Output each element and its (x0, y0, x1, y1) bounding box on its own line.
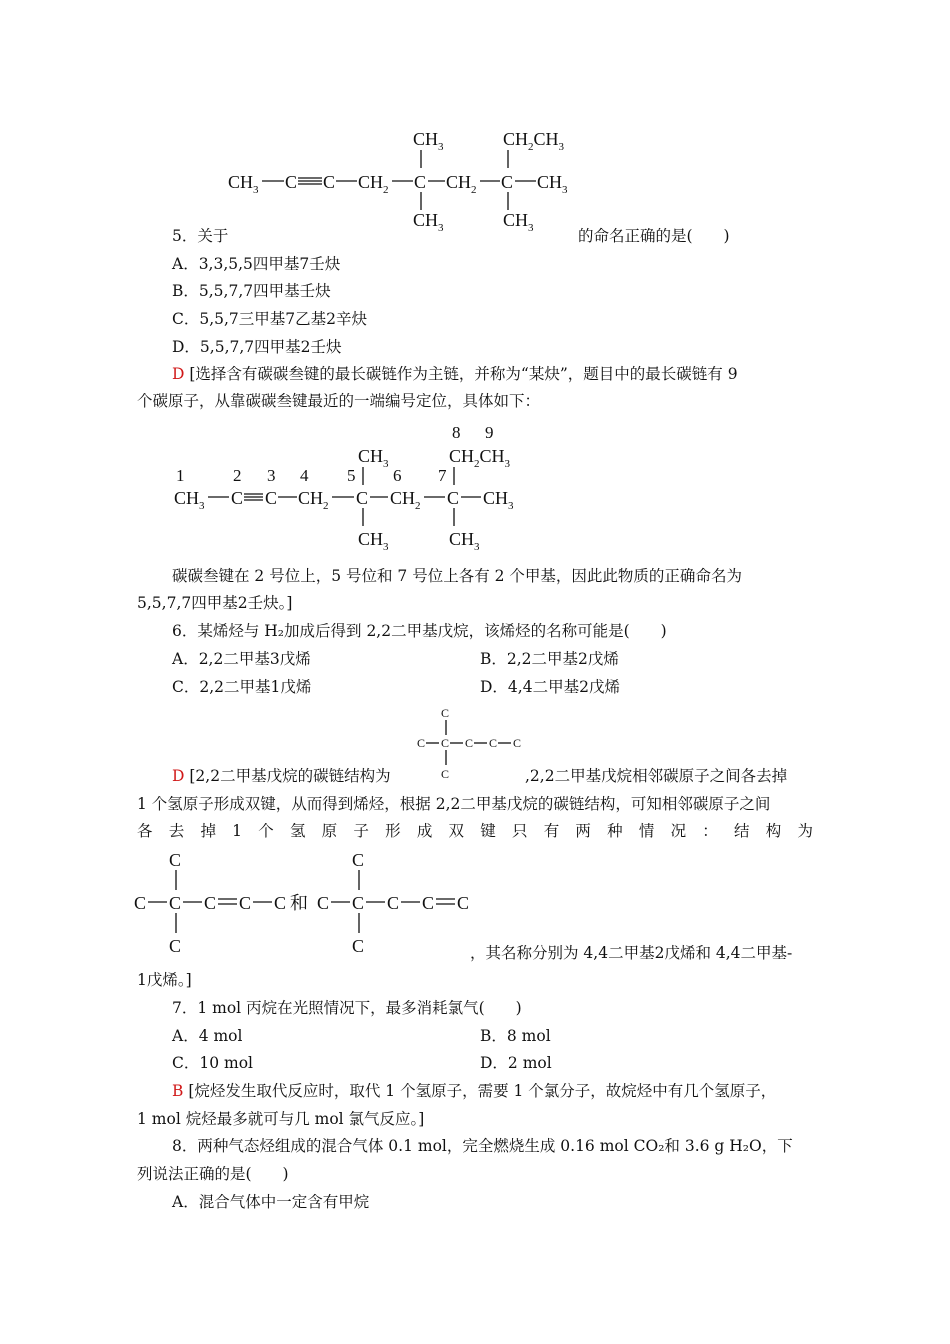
q7-exp-text-1: [烷烃发生取代反应时，取代 1 个氢原子，需要 1 个氯分子，故烷烃中有几个氢原子， (188, 1082, 777, 1100)
svg-text:C: C (134, 893, 147, 913)
svg-text:C: C (457, 893, 470, 913)
q7-answer: B (172, 1082, 184, 1100)
q7-stem: 7．1 mol 丙烷在光照情况下，最多消耗氯气( ) (172, 999, 522, 1017)
char: 双 (448, 822, 465, 840)
svg-text:C: C (317, 893, 330, 913)
svg-text:CH3: $CH_3$ (413, 129, 444, 153)
char: 个 (258, 822, 274, 840)
carbon-number: 1 (176, 466, 185, 485)
q6-explanation-line-4: ，其名称分别为 4,4二甲基2戊烯和 4,4二甲基- (470, 944, 793, 962)
q6-answer: D (172, 767, 185, 785)
q5-explanation-line-4: 5,5,7,7四甲基2壬炔。] (137, 594, 293, 612)
char: 两 (575, 822, 591, 840)
svg-text:C: C (169, 893, 182, 913)
q6-explanation-line-2: 1 个氢原子形成双键，从而得到烯烃，根据 2,2二甲基戊烷的碳链结构，可知相邻碳原子之间 (137, 795, 771, 813)
char: 成 (416, 822, 433, 840)
q6-option-a: A．2,2二甲基3戊烯 (172, 650, 311, 668)
svg-text:C: C (356, 488, 369, 508)
carbon-number: 2 (233, 466, 242, 485)
q5-option-a: A．3,3,5,5四甲基7壬炔 (172, 255, 341, 273)
q7-option-a: A．4 mol (172, 1027, 243, 1045)
svg-text:C: C (447, 488, 460, 508)
char: 构 (765, 822, 782, 840)
svg-text:C: C (422, 893, 435, 913)
q5-exp-text-1: [选择含有碳碳叁键的最长碳链作为主链，并称为“某炔”，题目中的最长碳链有 9 (189, 365, 738, 383)
q5-explanation-line-3: 碳碳叁键在 2 号位上，5 号位和 7 号位上各有 2 个甲基，因此此物质的正确命名为 (172, 567, 742, 585)
svg-text:C: C (441, 767, 450, 781)
carbon-number: 9 (485, 423, 494, 442)
char: 各 (137, 822, 153, 840)
svg-text:CH2: $CH_2$ (358, 172, 389, 196)
svg-text:CH2: $CH_2$ (298, 488, 329, 512)
carbon-number: 7 (438, 466, 447, 485)
q5-option-c: C．5,5,7三甲基7乙基2辛炔 (172, 310, 368, 328)
svg-text:CH2: $CH_2$ (446, 172, 477, 196)
q7-option-c: C．10 mol (172, 1054, 253, 1072)
svg-text:C: C (352, 893, 365, 913)
char: 形 (385, 822, 401, 840)
svg-text:C: C (352, 936, 365, 956)
carbon-number: 8 (452, 423, 461, 442)
svg-text:C: C (265, 488, 278, 508)
svg-text:C: C (465, 736, 474, 750)
q6-option-c: C．2,2二甲基1戊烯 (172, 678, 312, 696)
svg-text:C: C (285, 172, 298, 192)
svg-text:C: C (441, 706, 450, 720)
svg-text:C: C (387, 893, 400, 913)
q7-explanation-line-1 (172, 1081, 776, 1101)
q6-option-b: B．2,2二甲基2戊烯 (480, 650, 619, 668)
q7-option-d: D．2 mol (480, 1054, 552, 1072)
char: 去 (168, 822, 185, 840)
carbon-number: 5 (347, 466, 356, 485)
carbon-number: 6 (393, 466, 402, 485)
carbon-number: 3 (267, 466, 276, 485)
svg-text:CH3: $CH_3$ (358, 529, 389, 553)
char: 种 (607, 822, 623, 840)
svg-text:CH3: $CH_3$ (174, 488, 205, 512)
svg-text:CH3: $CH_3$ (358, 446, 389, 470)
char: 情 (638, 822, 655, 840)
svg-text:CH3: $CH_3$ (503, 210, 534, 234)
q6-explanation-line-1b: ,2,2二甲基戊烷相邻碳原子之间各去掉 (525, 767, 788, 785)
char: 只 (511, 822, 528, 840)
q6-option-d: D．4,4二甲基2戊烯 (480, 678, 620, 696)
svg-text:C: C (231, 488, 244, 508)
char: 掉 (200, 822, 216, 840)
char: 氢 (289, 822, 306, 840)
q6-exp-text-1a: [2,2二甲基戊烷的碳链结构为 (189, 767, 391, 785)
svg-text:CH3: $CH_3$ (483, 488, 514, 512)
q6-explanation-line-5: 1戊烯。] (137, 971, 192, 989)
char: ： (702, 822, 718, 840)
char: 况 (670, 822, 687, 840)
svg-text:C: C (417, 736, 426, 750)
svg-text:C: C (489, 736, 498, 750)
char: 有 (543, 822, 560, 840)
svg-text:CH3: $CH_3$ (537, 172, 568, 196)
svg-text:C: C (169, 850, 182, 870)
svg-text:C: C (352, 850, 365, 870)
q5-stem-after: 的命名正确的是( ) (578, 227, 730, 245)
svg-text:C: C (414, 172, 427, 192)
q6-stem: 6．某烯烃与 H₂加成后得到 2,2二甲基戊烷，该烯烃的名称可能是( ) (172, 622, 667, 640)
svg-text:C: C (323, 172, 336, 192)
q5-explanation-line-2: 个碳原子，从靠碳碳叁键最近的一端编号定位，具体如下： (137, 392, 541, 410)
char: 子 (353, 822, 369, 840)
svg-text:C: C (513, 736, 522, 750)
q8-stem-line-1: 8．两种气态烃组成的混合气体 0.1 mol，完全燃烧生成 0.16 mol CO₂和 3.6 g H₂O，下 (172, 1137, 793, 1155)
svg-text:CH2: $CH_2$ (390, 488, 421, 512)
svg-text:C: C (274, 893, 287, 913)
and-word: 和 (290, 893, 308, 913)
q7-explanation-line-2: 1 mol 烷烃最多就可与几 mol 氯气反应。] (137, 1110, 425, 1128)
char: 键 (480, 822, 496, 840)
svg-text:C: C (239, 893, 252, 913)
q5-answer: D (172, 365, 185, 383)
svg-text:CH3: $CH_3$ (413, 210, 444, 234)
char: 原 (321, 822, 338, 840)
q8-option-a: A．混合气体中一定含有甲烷 (172, 1193, 370, 1211)
alkene-structure-1 (134, 850, 286, 956)
carbon-number: 4 (300, 466, 309, 485)
char: 1 (232, 822, 243, 840)
char: 结 (734, 822, 750, 840)
q5-option-d: D．5,5,7,7四甲基2壬炔 (172, 338, 342, 356)
svg-text:C: C (441, 736, 450, 750)
alkene-structure-2 (317, 850, 469, 956)
svg-text:CH3: $CH_3$ (228, 172, 259, 196)
q5-stem-before: 5．关于 (172, 227, 229, 245)
char: 为 (797, 822, 813, 840)
svg-text:C: C (169, 936, 182, 956)
svg-text:CH2CH3: $CH_2CH_3$ (449, 446, 511, 470)
svg-text:CH2CH3: $CH_2CH_3$ (503, 129, 565, 153)
svg-text:CH3: $CH_3$ (449, 529, 480, 553)
q7-option-b: B．8 mol (480, 1027, 551, 1045)
q8-stem-line-2: 列说法正确的是( ) (137, 1165, 289, 1183)
svg-text:C: C (204, 893, 217, 913)
svg-text:C: C (501, 172, 514, 192)
q5-option-b: B．5,5,7,7四甲基壬炔 (172, 282, 331, 300)
